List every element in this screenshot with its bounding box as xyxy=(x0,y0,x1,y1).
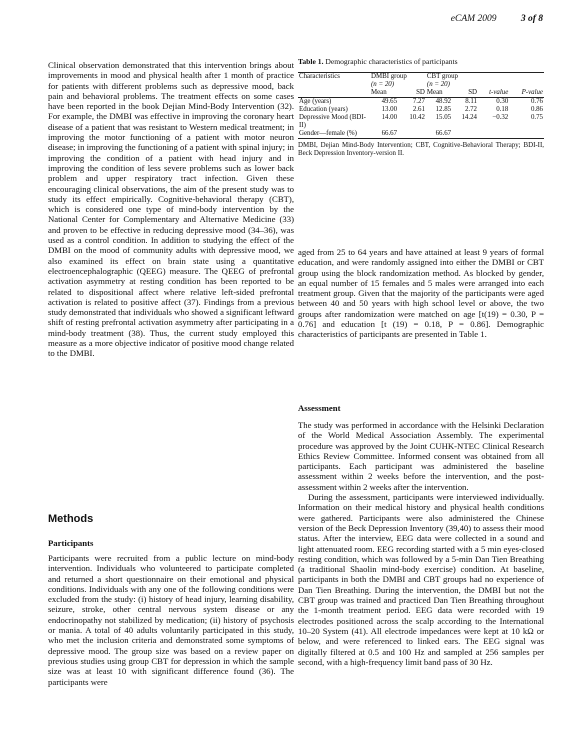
row-label: Gender—female (%) xyxy=(298,130,370,139)
cell-dmbi-mean: 49.65 xyxy=(381,98,398,105)
th-cbt-group xyxy=(426,73,478,90)
table-footnote: DMBI, Dejian Mind-Body Intervention; CBT, Cognitive-Behavioral Therapy; BDI-II, Beck Depression Inventory-version II. xyxy=(298,142,544,158)
th-dmbi-mean: Mean xyxy=(370,89,398,98)
cell-t: 0.30 xyxy=(496,98,509,105)
row-label: Age (years) xyxy=(299,98,332,105)
table-caption xyxy=(298,57,544,66)
participants-continued xyxy=(298,247,544,340)
cell-dmbi-sd xyxy=(398,130,426,139)
table-row xyxy=(298,98,544,107)
cell-dmbi-mean: 13.00 xyxy=(381,106,398,113)
cell-cbt-mean: 48.92 xyxy=(435,98,452,105)
row-label: Depressive Mood (BDI-II) xyxy=(299,114,366,129)
demographics-table xyxy=(298,72,544,139)
cell-p: 0.76 xyxy=(530,98,543,105)
cell-t xyxy=(478,130,509,139)
th-p-value: P-value xyxy=(509,89,544,98)
th-dmbi-label: DMBI group xyxy=(371,73,407,80)
cell-cbt-mean: 12.85 xyxy=(435,106,452,113)
cell-p: 0.75 xyxy=(530,114,543,121)
running-header xyxy=(429,14,543,24)
table-caption-text: Demographic characteristics of participants xyxy=(325,57,458,66)
th-dmbi-sd: SD xyxy=(398,89,426,98)
table-caption-label: Table 1. xyxy=(298,57,324,66)
assessment-paragraph-1: The study was performed in accordance with the Helsinki Declaration of the World Medical Association Assembly. The experimental procedure was approved by the Joint CUHK-NTEC Clinical Research Ethics Review Committee. Informed consent was obtained from all participants. Each participant was administered the baseline assessment within 2 weeks before the intervention, and the post-assessment within 2 weeks after the intervention. xyxy=(298,420,544,492)
page-number: 3 of 8 xyxy=(520,14,543,24)
cell-t: 0.18 xyxy=(496,106,509,113)
subheading-assessment: Assessment xyxy=(298,403,341,413)
participants-continued-text: aged from 25 to 64 years and have attained at least 9 years of formal education, and were randomly assigned into either the DMBI or CBT group using the block randomization method. As blocked by gender, an equal number of 15 females and 5 males were arranged into each treatment group. Given that the majority of the participants were aged between 40 and 50 years with high school level or above, the two groups after randomization were matched on age [t(19) = 0.30, P = 0.76] and education [t (19) = 0.18, P = 0.86]. Demographic characteristics of participants are presented in Table 1. xyxy=(298,247,544,340)
intro-paragraph: Clinical observation demonstrated that this intervention brings about improvements in mood and physical health after 1 month of practice for patients with different problems such as depressive mood, back pain and behavioral problems. The treatment effects on some cases have been reported in the book Dejian Mind-Body Intervention (32). For example, the DMBI was effective in improving the coronary heart disease of a patient that was resistant to Western medical treatment; in improving the motor functioning of a patient with motor neuron disease; in improving the functioning of a patient with spinal injury; in improving the condition of a patient with head injury and in improving the condition of less severe problems such as lower back problem and upper respiratory tract infection. Given these encouraging clinical observations, the aim of the present study was to study its effect empirically. Cognitive-behavioral therapy (CBT), which is considered one type of mind-body intervention by the National Center for Complementary and Alternative Medicine (33) and proven to be effective in reducing depressive mood (34–36), was used as a control condition. In addition to studying the effect of the DMBI on the mood of community adults with depressive mood, we also examined its effect on brain state using a quantitative electroencephalographic (QEEG) measure. The QEEG of prefrontal activation asymmetry at resting condition has been reported to be related to dispositional affect where relative left-sided prefrontal activation is related to positive affect (37). Findings from a previous study demonstrated that individuals who showed a significant leftward shift of resting prefrontal activation asymmetry after participating in a mind-body treatment (38). Thus, the current study employed this measure as a more objective indicator of positive mood change related to the DMBI. xyxy=(48,60,294,359)
th-cbt-mean: Mean xyxy=(426,89,452,98)
th-cbt-n: (n = 20) xyxy=(426,81,450,88)
cell-cbt-mean: 66.67 xyxy=(426,130,452,139)
cell-cbt-sd xyxy=(452,130,478,139)
cell-cbt-sd: 14.24 xyxy=(461,114,477,121)
cell-dmbi-mean: 66.67 xyxy=(370,130,398,139)
cell-dmbi-sd: 2.61 xyxy=(412,106,425,113)
subheading-participants: Participants xyxy=(48,538,94,548)
cell-cbt-mean: 15.05 xyxy=(435,114,452,121)
th-t-value: t-value xyxy=(478,89,509,98)
cell-p: 0.86 xyxy=(530,106,543,113)
th-cbt-label: CBT group xyxy=(426,73,458,80)
assessment-paragraph-2: During the assessment, participants were interviewed individually. Information on their medical history and physical health conditions were gathered. Participants were also administered the Chinese version of the Beck Depression Inventory (39,40) to assess their mood status. After the interview, EEG data were collected in a sound and light attenuated room. EEG recording started with a 5 min eyes-closed resting condition, which was followed by a 5-min Dan Tien Breathing (a traditional Shaolin mind-body exercise) condition. At baseline, participants in both the DMBI and CBT groups had no experience of Dan Tien Breathing. During the intervention, the DMBI but not the CBT group was trained and practiced Dan Tien Breathing throughout the 1-month treatment period. EEG data were recorded with 19 electrodes positioned across the scalp according to the International 10–20 System (41). All electrode impedances were kept at 10 kΩ or below, and were referenced to linked ears. The EEG signal was digitally filtered at 0.5 and 100 Hz and sampled at 256 samples per second, with a high-frequency limit band pass of 30 Hz. xyxy=(298,492,544,667)
cell-p xyxy=(509,130,544,139)
assessment-body xyxy=(298,420,544,667)
cell-cbt-sd: 8.11 xyxy=(465,98,477,105)
th-dmbi-group xyxy=(370,73,426,90)
table-row xyxy=(298,114,544,130)
participants-paragraph xyxy=(48,553,294,687)
cell-t: −0.32 xyxy=(492,114,509,121)
row-label: Education (years) xyxy=(299,106,348,113)
intro-column xyxy=(48,60,294,359)
participants-text: Participants were recruited from a public lecture on mind-body intervention. Individuals who volunteered to participate completed and returned a short questionnaire on their emotional and physical conditions. Individuals with any one of the following conditions were excluded from the study: (i) history of head injury, learning disability, seizure, stroke, other central nervous system disease or any endocrinopathy not stabilized by medication; (ii) history of psychosis or mania. A total of 40 adults voluntarily participated in this study, who met the inclusion criteria and demonstrated some symptoms of depressive mood. The group size was based on a review paper on previous studies using group CBT for depression in which the sample size was at least 10 with significant difference found (36). The participants were xyxy=(48,553,294,687)
cell-cbt-sd: 2.72 xyxy=(464,106,477,113)
th-dmbi-n: (n = 20) xyxy=(371,81,395,88)
th-cbt-sd: SD xyxy=(452,89,478,98)
cell-dmbi-sd: 7.27 xyxy=(412,98,425,105)
table-1 xyxy=(298,57,544,158)
table-row xyxy=(298,106,544,114)
section-title-methods: Methods xyxy=(48,513,94,525)
journal-name: eCAM 2009 xyxy=(450,14,497,24)
table-row xyxy=(298,130,544,139)
cell-dmbi-sd: 10.42 xyxy=(409,114,425,121)
th-characteristics: Characteristics xyxy=(298,73,370,98)
cell-dmbi-mean: 14.00 xyxy=(381,114,398,121)
